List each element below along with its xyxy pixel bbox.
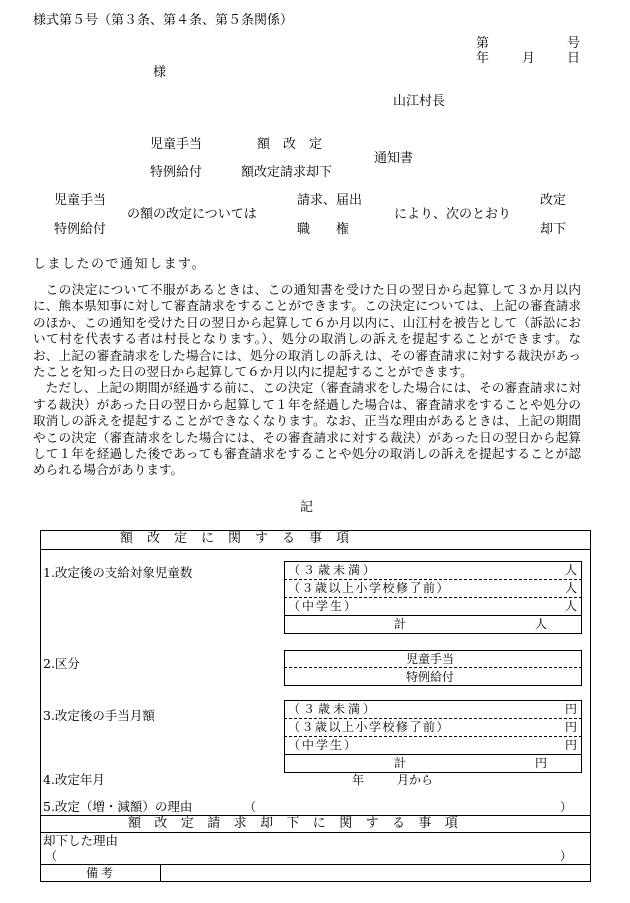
intro-special-benefit: 特例給付 — [54, 222, 107, 237]
appeal-paragraph-2: ただし、上記の期間が経過する前に、この決定（審査請求をした場合には、その審査請求に対する裁決）があった日の翌日から起算して１年を経過した場合は、審査請求をすることや処分の取消しの訴えを提起することができなくなります。なお、正当な理由があるときは、上記の期間やこの決定（審査請求をした場合には、その審査請求に対する裁決）があった日の翌日から起算して１年を経過した後であっても審査請求をすることや処分の取消しの訴えを提起することが認められる場合があります。 — [33, 380, 581, 478]
title-revision-rejection: 額改定請求却下 — [241, 165, 333, 180]
item5-paren-open: （ — [244, 800, 257, 814]
intro-revision-text: の額の改定については — [127, 207, 257, 222]
item1-divider-1 — [284, 579, 582, 580]
intro-closing: しましたので通知します。 — [33, 257, 206, 272]
item3-divider-1 — [284, 718, 582, 719]
item1-divider-2 — [284, 597, 582, 598]
section1-header-divider — [40, 549, 591, 550]
item2-option-child-allowance: 児童手当 — [406, 652, 455, 666]
item1-divider-total — [284, 615, 582, 616]
item3-row-primary-unit: 円 — [565, 720, 578, 734]
remarks-divider — [40, 864, 591, 865]
title-special-benefit: 特例給付 — [150, 165, 203, 180]
item1-row-under3: （３歳未満） — [288, 563, 379, 577]
appeal-notice — [33, 282, 581, 479]
item1-row-middle: （中学生） — [288, 599, 359, 613]
item1-row-primary: （３歳以上小学校修了前） — [288, 581, 451, 595]
item3-row-middle: （中学生） — [288, 738, 359, 752]
item3-divider-total — [284, 754, 582, 755]
item3-total-unit: 円 — [535, 756, 548, 770]
item3-total-label: 計 — [394, 756, 407, 770]
item2-divider — [284, 667, 582, 668]
item5-paren-close: ） — [560, 800, 573, 814]
intro-revised: 改定 — [540, 193, 567, 208]
item3-row-primary: （３歳以上小学校修了前） — [288, 720, 451, 734]
reject-reason-label: 却下した理由 — [43, 833, 119, 848]
item3-label: 3.改定後の手当月額 — [43, 708, 155, 723]
doc-number-label: 第 — [476, 36, 490, 51]
form-number: 様式第５号（第３条、第４条、第５条関係） — [33, 13, 294, 28]
item1-row-under3-unit: 人 — [565, 563, 578, 577]
item4-month-from: 月から — [397, 773, 434, 787]
item1-label: 1.改定後の支給対象児童数 — [43, 565, 193, 580]
reject-reason-paren-open: （ — [45, 849, 58, 863]
item3-row-middle-unit: 円 — [565, 738, 578, 752]
item3-row-under3-unit: 円 — [565, 702, 578, 716]
recipient-honorific: 様 — [153, 65, 167, 80]
intro-child-allowance: 児童手当 — [54, 193, 107, 208]
item4-year: 年 — [352, 773, 365, 787]
reject-reason-paren-close: ） — [560, 849, 573, 863]
date-year: 年 — [476, 51, 490, 66]
section2-header-bottom — [40, 832, 591, 833]
item5-label: 5.改定（増・減額）の理由 — [43, 799, 193, 814]
item1-total-unit: 人 — [535, 617, 548, 631]
date-day: 日 — [567, 51, 581, 66]
title-notice: 通知書 — [374, 151, 414, 166]
item2-option-special-benefit: 特例給付 — [406, 670, 455, 684]
item3-divider-2 — [284, 736, 582, 737]
doc-number-suffix: 号 — [567, 36, 581, 51]
section1-header: 額 改 定 に 関 す る 事 項 — [120, 531, 350, 546]
appeal-paragraph-1: この決定について不服があるときは、この通知書を受けた日の翌日から起算して３か月以内に、熊本県知事に対して審査請求をすることができます。この決定については、上記の審査請求のほか、この通知を受けた日の翌日から起算して６か月以内に、山江村を被告として（訴訟において村を代表する者は村長となります。）、処分の取消しの訴えを提起することができます。なお、上記の審査請求をした場合には、処分の取消しの訴えは、その審査請求に対する裁決があったことを知った日の翌日から起算して６か月以内に提起することができます。 — [33, 282, 581, 380]
intro-following: により、次のとおり — [394, 207, 512, 222]
item1-total-label: 計 — [394, 617, 407, 631]
item4-label: 4.改定年月 — [43, 772, 105, 787]
item3-row-under3: （３歳未満） — [288, 702, 379, 716]
intro-request: 請求、届出 — [297, 193, 363, 208]
remarks-label: 備考 — [86, 866, 117, 880]
item1-row-primary-unit: 人 — [565, 581, 578, 595]
issuer: 山江村長 — [393, 94, 446, 109]
date-month: 月 — [522, 51, 536, 66]
item1-row-middle-unit: 人 — [565, 599, 578, 613]
section2-header: 額 改 定 請 求 却 下 に 関 す る 事 項 — [128, 816, 459, 831]
title-amount-revision: 額 改 定 — [257, 137, 323, 152]
intro-rejected: 却下 — [540, 222, 567, 237]
ki-marker: 記 — [300, 500, 314, 515]
intro-ex-officio: 職 権 — [297, 222, 350, 237]
item2-label: 2.区分 — [43, 656, 80, 671]
title-child-allowance: 児童手当 — [150, 137, 203, 152]
remarks-column-divider — [160, 864, 161, 881]
